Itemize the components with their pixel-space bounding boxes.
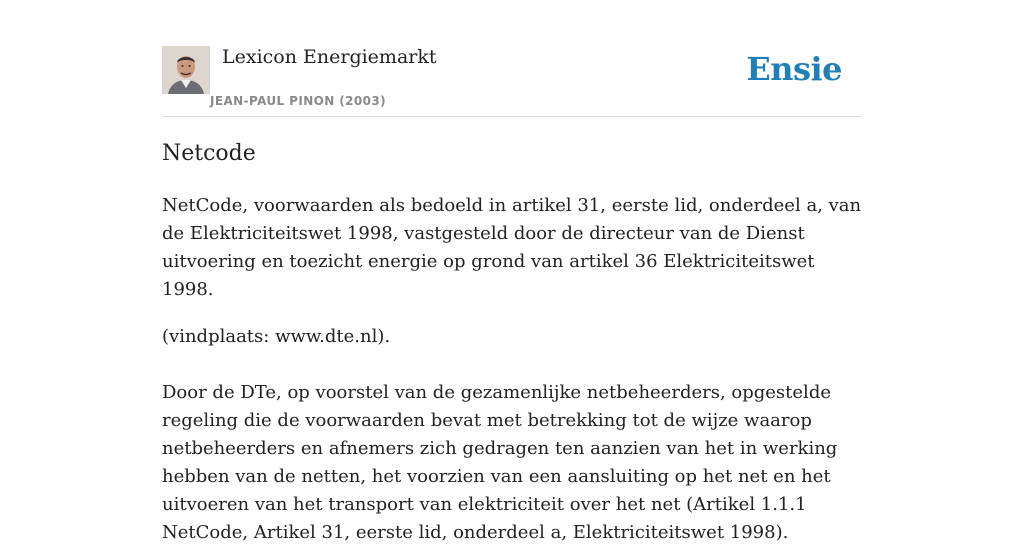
entry-paragraph: Door de DTe, op voorstel van de gezamenlijke netbeheerders, opgestelde regeling die de voorwaarden bevat met betrekking tot de wijze waarop netbeheerders en afnemers zich gedragen ten aanzien van het in werking hebben van de netten, het voorzien van een aansluiting op het net en het uitvoeren van het transport van elektriciteit over het net (Artikel 1.1.1 NetCode, Artikel 31, eerste lid, onderdeel a, Elektriciteitswet 1998). xyxy=(162,382,838,543)
lexicon-header xyxy=(162,46,862,117)
entry-source: (vindplaats: www.dte.nl). xyxy=(162,326,391,347)
entry-content xyxy=(162,138,862,547)
lexicon-title[interactable]: Lexicon Energiemarkt xyxy=(222,46,437,68)
entry-term: Netcode xyxy=(162,141,256,166)
ensie-logo[interactable]: Ensie xyxy=(746,50,842,88)
author-name[interactable]: JEAN-PAUL PINON (2003) xyxy=(210,94,387,108)
entry-paragraph: NetCode, voorwaarden als bedoeld in artikel 31, eerste lid, onderdeel a, van de Elektriciteitswet 1998, vastgesteld door de directeur van de Dienst uitvoering en toezicht energie op grond van artikel 36 Elektriciteitswet 1998. xyxy=(162,195,862,300)
author-avatar[interactable] xyxy=(162,46,210,94)
person-portrait-icon xyxy=(162,46,210,94)
